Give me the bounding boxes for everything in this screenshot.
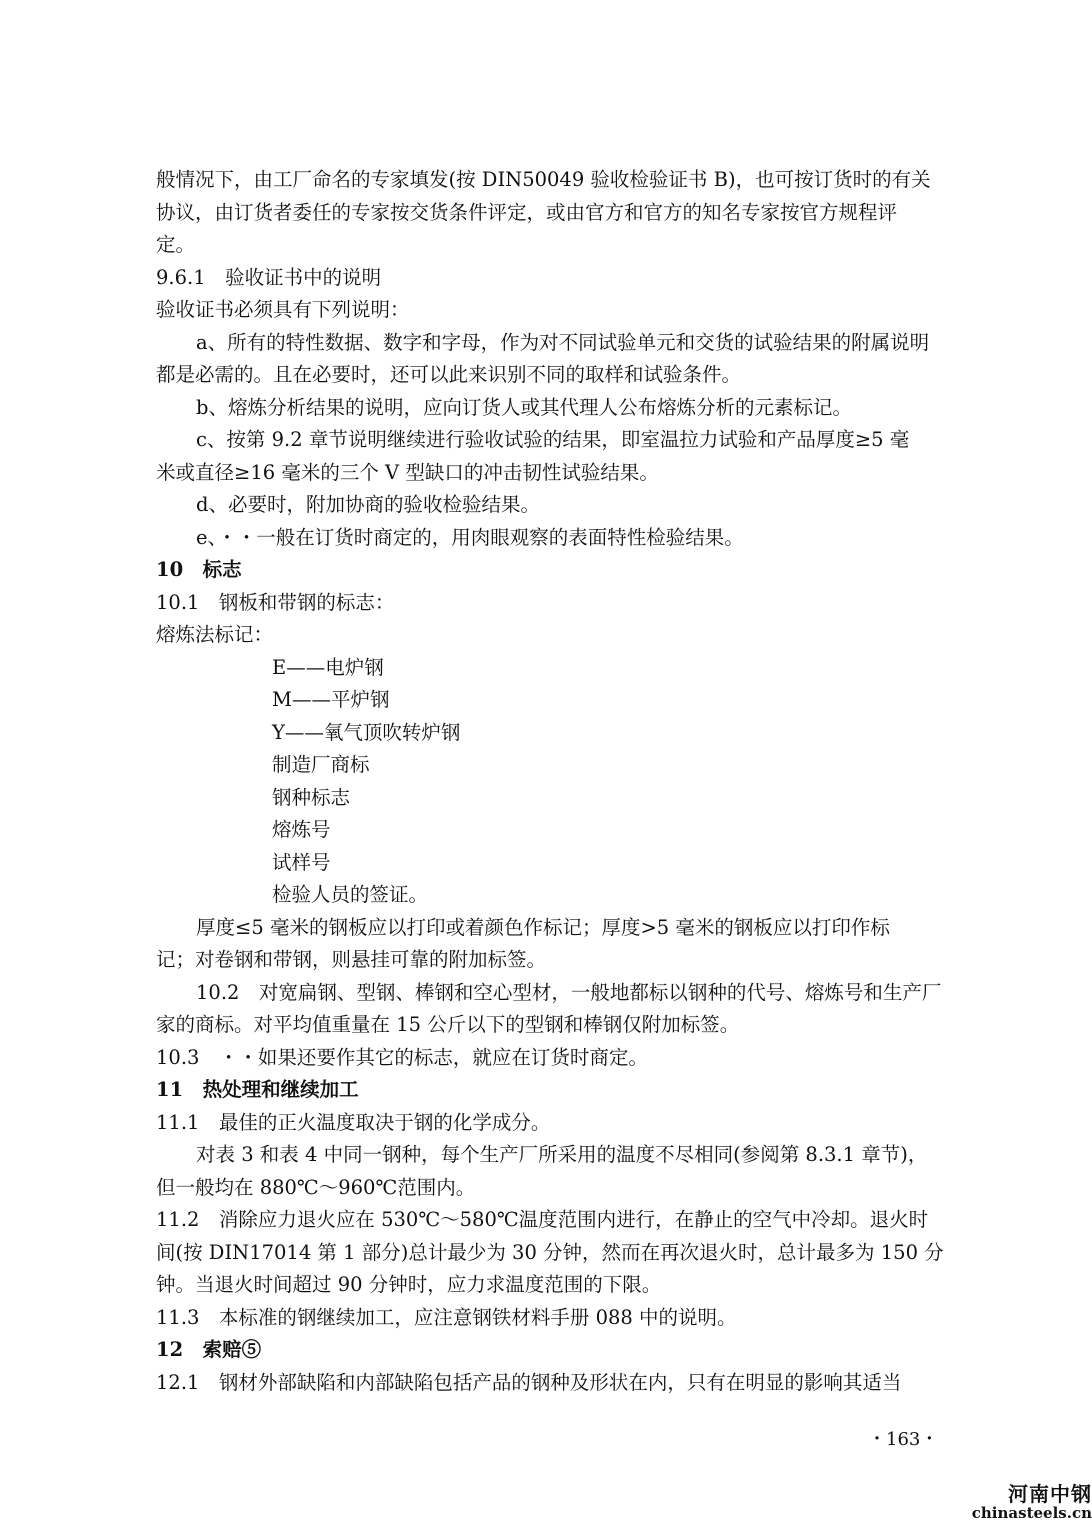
section-heading: 10.2 对宽扁钢、型钢、棒钢和空心型材，一般地都标以钢种的代号、熔炼号和生产厂 bbox=[196, 980, 942, 1004]
text-line: 家的商标。对平均值重量在 15 公斤以下的型钢和棒钢仅附加标签。 bbox=[156, 1013, 740, 1036]
section-heading: 9.6.1 验收证书中的说明 bbox=[156, 265, 382, 289]
marking-item: 熔炼号 bbox=[272, 818, 331, 841]
watermark-name: 河南中钢 bbox=[1008, 1482, 1092, 1506]
text-line: 都是必需的。且在必要时，还可以此来识别不同的取样和试验条件。 bbox=[156, 363, 742, 386]
marking-item: 制造厂商标 bbox=[272, 753, 370, 776]
text-line: 般情况下，由工厂命名的专家填发(按 DIN50049 验收检验证书 B)，也可按订货时的有关 bbox=[156, 168, 931, 191]
marking-item: 试样号 bbox=[272, 850, 331, 874]
watermark-logo bbox=[962, 1484, 1092, 1525]
text-line: 协议，由订货者委任的专家按交货条件评定，或由官方和官方的知名专家按官方规程评 bbox=[156, 200, 898, 224]
list-item: a、所有的特性数据、数字和字母，作为对不同试验单元和交货的试验结果的附属说明 bbox=[196, 330, 930, 354]
section-heading: 10.1 钢板和带钢的标志： bbox=[156, 590, 395, 614]
text-line: 对表 3 和表 4 中同一钢种，每个生产厂所采用的温度不尽相同(参阅第 8.3.1 章节)， bbox=[196, 1143, 928, 1166]
text-line: 厚度≤5 毫米的钢板应以打印或着颜色作标记；厚度>5 毫米的钢板应以打印作标 bbox=[196, 915, 890, 939]
section-heading: 11.3 本标准的钢继续加工，应注意钢铁材料手册 088 中的说明。 bbox=[156, 1305, 737, 1329]
text-line: 间(按 DIN17014 第 1 部分)总计最少为 30 分钟，然而在再次退火时，总计最多为 150 分 bbox=[156, 1240, 944, 1264]
list-item: c、按第 9.2 章节说明继续进行验收试验的结果，即室温拉力试验和产品厚度≥5 毫 bbox=[196, 428, 910, 451]
page-body bbox=[156, 164, 986, 1399]
chapter-heading: 10 标志 bbox=[156, 558, 242, 581]
section-heading: 11.2 消除应力退火应在 530℃～580℃温度范围内进行，在静止的空气中冷却。退火时 bbox=[156, 1208, 929, 1231]
marking-item: 检验人员的签证。 bbox=[272, 883, 429, 906]
watermark-url: chinasteels.cn bbox=[971, 1504, 1092, 1522]
marking-item: E——电炉钢 bbox=[272, 655, 384, 679]
text-line: 熔炼法标记： bbox=[156, 623, 274, 646]
chapter-heading: 12 索赔⑤ bbox=[156, 1338, 262, 1361]
section-heading: 12.1 钢材外部缺陷和内部缺陷包括产品的钢种及形状在内，只有在明显的影响其适当 bbox=[156, 1370, 902, 1394]
text-line: 钟。当退火时间超过 90 分钟时，应力求温度范围的下限。 bbox=[156, 1273, 662, 1296]
text-line: 米或直径≥16 毫米的三个 V 型缺口的冲击韧性试验结果。 bbox=[156, 460, 659, 484]
list-item: b、熔炼分析结果的说明，应向订货人或其代理人公布熔炼分析的元素标记。 bbox=[196, 395, 852, 419]
chapter-heading: 11 热处理和继续加工 bbox=[156, 1078, 359, 1101]
marking-item: M——平炉钢 bbox=[272, 688, 390, 711]
marking-item: Y——氧气顶吹转炉钢 bbox=[272, 720, 461, 744]
list-item: d、必要时，附加协商的验收检验结果。 bbox=[196, 493, 540, 516]
page-number: ・163・ bbox=[868, 1429, 939, 1450]
text-line: 记；对卷钢和带钢，则悬挂可靠的附加标签。 bbox=[156, 948, 547, 971]
marking-item: 钢种标志 bbox=[272, 785, 351, 809]
section-heading: 10.3 ・・如果还要作其它的标志，就应在订货时商定。 bbox=[156, 1045, 648, 1069]
text-line: 验收证书必须具有下列说明： bbox=[156, 298, 410, 321]
text-line: 定。 bbox=[156, 233, 196, 256]
list-item: e、・・一般在订货时商定的，用肉眼观察的表面特性检验结果。 bbox=[196, 525, 744, 549]
section-heading: 11.1 最佳的正火温度取决于钢的化学成分。 bbox=[156, 1110, 551, 1134]
text-line: 但一般均在 880℃～960℃范围内。 bbox=[156, 1175, 476, 1199]
